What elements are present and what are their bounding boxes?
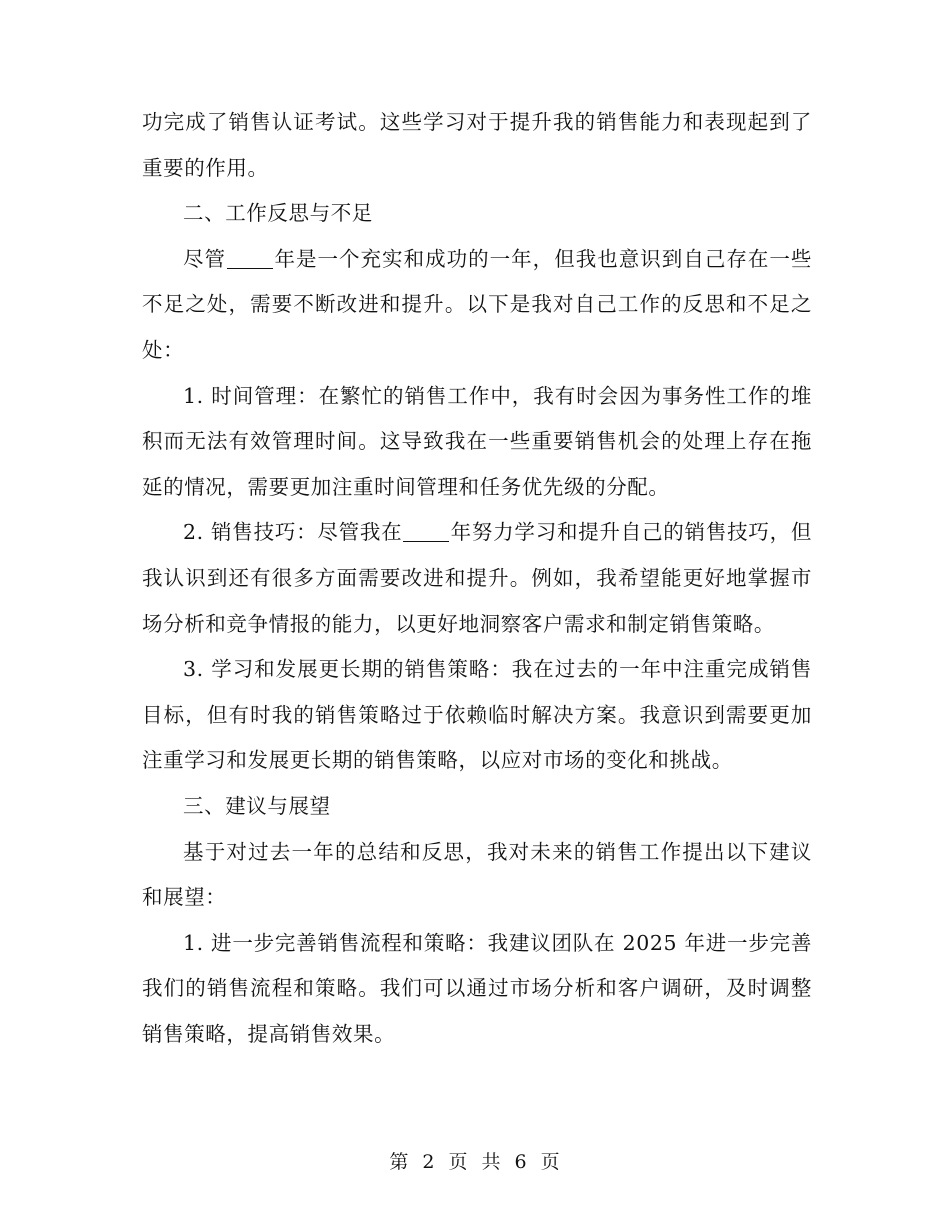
paragraph-text-after-blank: 年努力学习和提升自己的销售技巧，但我认识到还有很多方面需要改进和提升。例如，我希望能更好地掌握市场分析和竞争情报的能力，以更好地洞察客户需求和制定销售策略。 (142, 520, 812, 636)
list-item-improve-process: 1. 进一步完善销售流程和策略：我建议团队在 2025 年进一步完善我们的销售流程和策略。我们可以通过市场分析和客户调研，及时调整销售策略，提高销售效果。 (142, 930, 812, 1046)
paragraph-text-after-blank: 年是一个充实和成功的一年，但我也意识到自己存在一些不足之处，需要不断改进和提升。以下是我对自己工作的反思和不足之处： (142, 246, 813, 362)
section-heading-suggestions: 三、建议与展望 (183, 793, 331, 818)
page-footer: 第 2 页 共 6 页 (389, 1151, 561, 1173)
year-blank-line (403, 521, 449, 543)
list-item-long-term-strategy: 3. 学习和发展更长期的销售策略：我在过去的一年中注重完成销售目标，但有时我的销售策略过于依赖临时解决方案。我意识到需要更加注重学习和发展更长期的销售策略，以应对市场的变化和挑战。 (142, 657, 812, 773)
paragraph-text-before-blank: 2. 销售技巧：尽管我在 (183, 520, 403, 545)
paragraph-suggestions-intro: 基于对过去一年的总结和反思，我对未来的销售工作提出以下建议和展望： (142, 839, 812, 910)
list-item-time-management: 1. 时间管理：在繁忙的销售工作中，我有时会因为事务性工作的堆积而无法有效管理时间。这导致我在一些重要销售机会的处理上存在拖延的情况，需要更加注重时间管理和任务优先级的分配。 (142, 383, 812, 499)
list-item-sales-skills (142, 510, 812, 647)
paragraph-continuation: 功完成了销售认证考试。这些学习对于提升我的销售能力和表现起到了重要的作用。 (142, 110, 812, 180)
paragraph-text-before-blank: 尽管 (183, 246, 227, 271)
paragraph-reflection-intro (142, 237, 812, 374)
section-heading-reflection: 二、工作反思与不足 (183, 201, 373, 226)
year-blank-line (227, 247, 273, 269)
document-body (142, 100, 812, 1057)
